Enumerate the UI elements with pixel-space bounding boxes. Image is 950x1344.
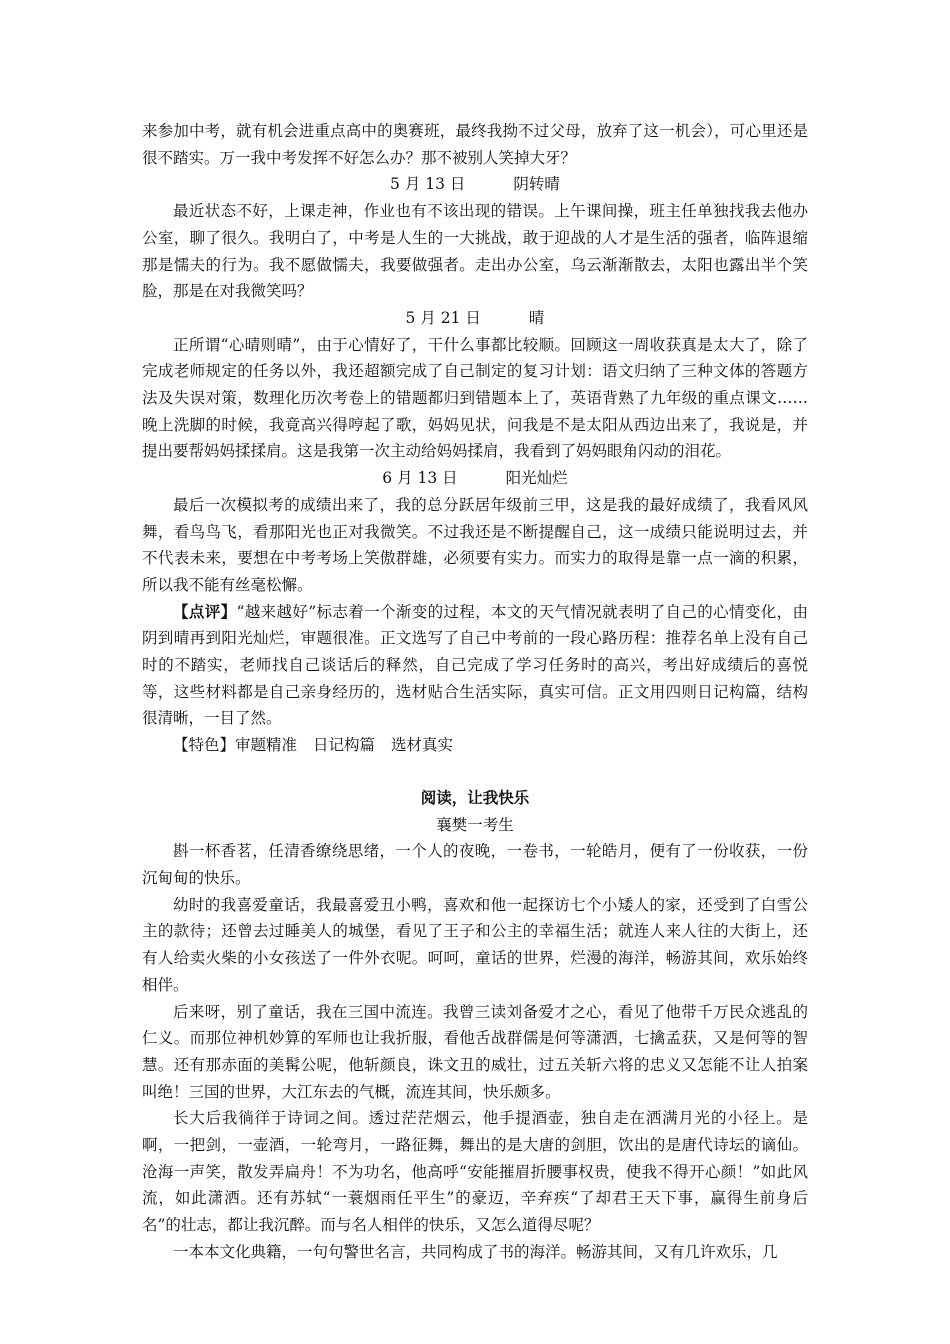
- feature-item: 选材真实: [391, 736, 454, 755]
- diary-entry-header: [142, 465, 808, 492]
- diary-entry-text: 最后一次模拟考的成绩出来了，我的总分跃居年级前三甲，这是我的最好成绩了，我看风风舞，看鸟鸟飞，看那阳光也正对我微笑。不过我还是不断提醒自己，这一成绩只能说明过去，并不代表未来，要想在中考考场上笑傲群雄，必须要有实力。而实力的取得是靠一点一滴的积累，所以我不能有丝毫松懈。: [142, 495, 808, 594]
- comment-paragraph: [142, 599, 808, 733]
- essay-paragraph: 斟一杯香茗，任清香缭绕思绪，一个人的夜晚，一卷书，一轮皓月，便有了一份收获，一份沉甸甸的快乐。: [142, 842, 808, 887]
- diary-entry-date: 6 月 13 日: [382, 469, 458, 488]
- essay-paragraph: 幼时的我喜爱童话，我最喜爱丑小鸭，喜欢和他一起探访七个小矮人的家，还受到了白雪公主的款待；还曾去过睡美人的城堡，看见了王子和公主的幸福生活；就连人来人往的大街上，还有人给卖火柴的小女孩送了一件外衣呢。呵呵，童话的世界，烂漫的海洋，畅游其间，欢乐始终相伴。: [142, 895, 808, 994]
- diary-entry-weather: 阴转晴: [513, 175, 560, 194]
- essay-paragraph: 后来呀，别了童话，我在三国中流连。我曾三读刘备爱才之心，看见了他带千万民众逃乱的仁义。而那位神机妙算的军师也让我折服，看他舌战群儒是何等潇洒，七擒孟获，又是何等的智慧。还有那赤面的美髯公呢，他斩颜良，诛文丑的威壮，过五关斩六将的忠义又怎能不让人拍案叫绝！三国的世界，大江东去的气概，流连其间，快乐颇多。: [142, 1002, 808, 1101]
- diary-entry-date: 5 月 13 日: [390, 175, 466, 194]
- essay-paragraph: 一本本文化典籍，一句句警世名言，共同构成了书的海洋。畅游其间，又有几许欢乐，几: [173, 1242, 778, 1261]
- diary-intro-paragraph: 来参加中考，就有机会进重点高中的奥赛班，最终我拗不过父母，放弃了这一机会），可心里还是很不踏实。万一我中考发挥不好怎么办？那不被别人笑掉大牙？: [142, 122, 808, 167]
- comment-text: “越来越好”标志着一个渐变的过程，本文的天气情况就表明了自己的心情变化，由阴到晴再到阳光灿烂，审题很准。正文选写了自己中考前的一段心路历程：推荐名单上没有自己时的不踏实，老师找自己谈话后的释然，自己完成了学习任务时的高兴，考出好成绩后的喜悦等，这些材料都是自己亲身经历的，选材贴合生活实际，真实可信。正文用四则日记构篇，结构很清晰，一目了然。: [142, 602, 808, 728]
- feature-label: 【特色】: [173, 736, 236, 755]
- feature-item: 审题精准: [235, 736, 298, 755]
- comment-label: 【点评】: [173, 601, 237, 621]
- feature-line: [142, 732, 808, 759]
- essay-paragraph: 长大后我徜徉于诗词之间。透过茫茫烟云，他手提酒壶，独自走在洒满月光的小径上。是啊，一把剑，一壶酒，一轮弯月，一路征舞，舞出的是大唐的剑胆，饮出的是唐代诗坛的谪仙。沧海一声笑，散发弄扁舟！不为功名，他高呼“安能摧眉折腰事权贵，使我不得开心颜！”如此风流，如此潇洒。还有苏轼“一蓑烟雨任平生”的豪迈，辛弃疾“了却君王天下事，赢得生前身后名”的壮志，都让我沉醉。而与名人相伴的快乐，又怎么道得尽呢？: [142, 1109, 808, 1235]
- diary-entry-text: 最近状态不好，上课走神，作业也有不该出现的错误。上午课间操，班主任单独找我去他办公室，聊了很久。我明白了，中考是人生的一大挑战，敢于迎战的人才是生活的强者，临阵退缩那是懦夫的行为。我不愿做懦夫，我要做强者。走出办公室，乌云渐渐散去，太阳也露出半个笑脸，那是在对我微笑吗？: [142, 202, 808, 301]
- essay-title: 阅读，让我快乐: [420, 787, 530, 807]
- diary-entry-text: 正所谓“心晴则晴”，由于心情好了，干什么事都比较顺。回顾这一周收获真是太大了，除了完成老师规定的任务以外，我还超额完成了自己制定的复习计划：语文归纳了三种文体的答题方法及失误对策，数理化历次考卷上的错题都归到错题本上了，英语背熟了九年级的重点课文……晚上洗脚的时候，我竟高兴得哼起了歌，妈妈见状，问我是不是太阳从西边出来了，我说是，并提出要帮妈妈揉揉肩。这是我第一次主动给妈妈揉肩，我看到了妈妈眼角闪动的泪花。: [142, 335, 808, 461]
- diary-entry-weather: 阳光灿烂: [505, 469, 568, 488]
- diary-entry-weather: 晴: [528, 308, 545, 327]
- essay-author: 襄樊一考生: [436, 815, 514, 834]
- diary-entry-date: 5 月 21 日: [405, 308, 481, 327]
- diary-entry-header: [142, 171, 808, 198]
- feature-item: 日记构篇: [313, 736, 376, 755]
- document-page: [142, 118, 808, 1266]
- section-spacer: [142, 759, 808, 785]
- diary-entry-header: [142, 305, 808, 332]
